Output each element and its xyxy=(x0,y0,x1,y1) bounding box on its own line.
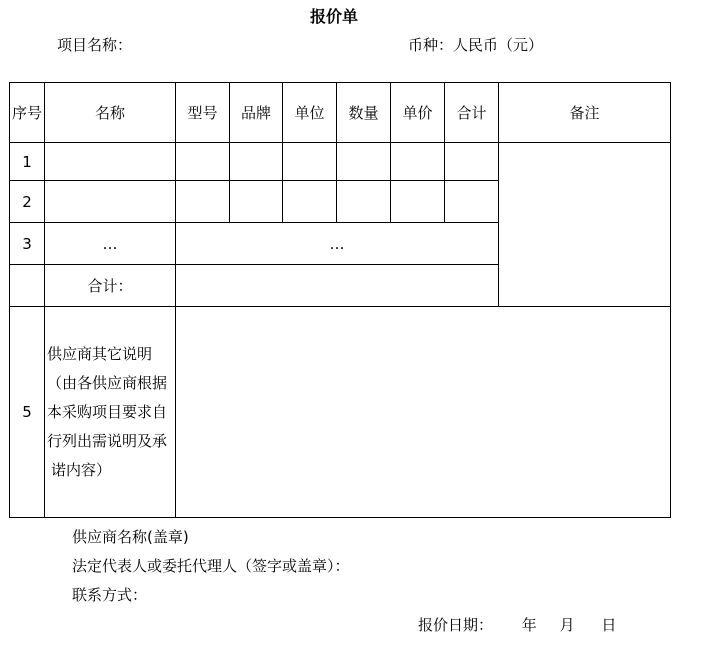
year-label: 年 xyxy=(521,616,537,634)
quote-date-label: 报价日期： xyxy=(418,616,494,634)
note-line: 本采购项目要求自 xyxy=(47,402,168,421)
note-line: 行列出需说明及承 xyxy=(47,431,168,450)
quote-date xyxy=(418,614,616,635)
qty-cell[interactable] xyxy=(337,181,391,223)
unit-cell[interactable] xyxy=(283,181,337,223)
header-model: 型号 xyxy=(176,83,230,143)
day-label: 日 xyxy=(601,616,617,634)
details-ellipsis: … xyxy=(176,223,499,265)
header-subtotal: 合计 xyxy=(445,83,499,143)
quotation-table xyxy=(9,82,671,518)
header-name: 名称 xyxy=(45,83,176,143)
row-seq: 3 xyxy=(10,223,45,265)
row-seq: 1 xyxy=(10,143,45,181)
total-seq-cell xyxy=(10,265,45,307)
note-seq: 5 xyxy=(10,307,45,518)
note-label xyxy=(45,307,176,518)
note-line: 诺内容） xyxy=(51,460,112,479)
document-title: 报价单 xyxy=(309,7,358,26)
subtotal-cell[interactable] xyxy=(445,181,499,223)
brand-cell[interactable] xyxy=(230,143,283,181)
header-unit: 单位 xyxy=(283,83,337,143)
month-label: 月 xyxy=(559,616,575,634)
project-name-label: 项目名称： xyxy=(57,36,133,54)
price-cell[interactable] xyxy=(391,181,445,223)
table-row xyxy=(10,143,671,181)
remark-cell[interactable] xyxy=(499,143,671,307)
header-row xyxy=(10,83,671,143)
header-qty: 数量 xyxy=(337,83,391,143)
name-ellipsis: … xyxy=(45,223,176,265)
name-cell[interactable] xyxy=(45,181,176,223)
note-content-cell[interactable] xyxy=(176,307,671,518)
note-row xyxy=(10,307,671,518)
model-cell[interactable] xyxy=(176,143,230,181)
price-cell[interactable] xyxy=(391,143,445,181)
subtotal-cell[interactable] xyxy=(445,143,499,181)
row-seq: 2 xyxy=(10,181,45,223)
total-value-cell[interactable] xyxy=(176,265,499,307)
name-cell[interactable] xyxy=(45,143,176,181)
header-price: 单价 xyxy=(391,83,445,143)
note-line: （由各供应商根据 xyxy=(47,373,168,392)
model-cell[interactable] xyxy=(176,181,230,223)
qty-cell[interactable] xyxy=(337,143,391,181)
unit-cell[interactable] xyxy=(283,143,337,181)
note-line: 供应商其它说明 xyxy=(47,344,153,363)
contact-label: 联系方式： xyxy=(72,586,148,604)
header-seq: 序号 xyxy=(10,83,45,143)
header-brand: 品牌 xyxy=(230,83,283,143)
total-label: 合计： xyxy=(45,265,176,307)
legal-rep-label: 法定代表人或委托代理人（签字或盖章）： xyxy=(72,557,350,575)
header-remark: 备注 xyxy=(499,83,671,143)
supplier-name-label: 供应商名称(盖章) xyxy=(72,528,189,546)
brand-cell[interactable] xyxy=(230,181,283,223)
currency-label: 币种：人民币（元） xyxy=(408,36,544,54)
